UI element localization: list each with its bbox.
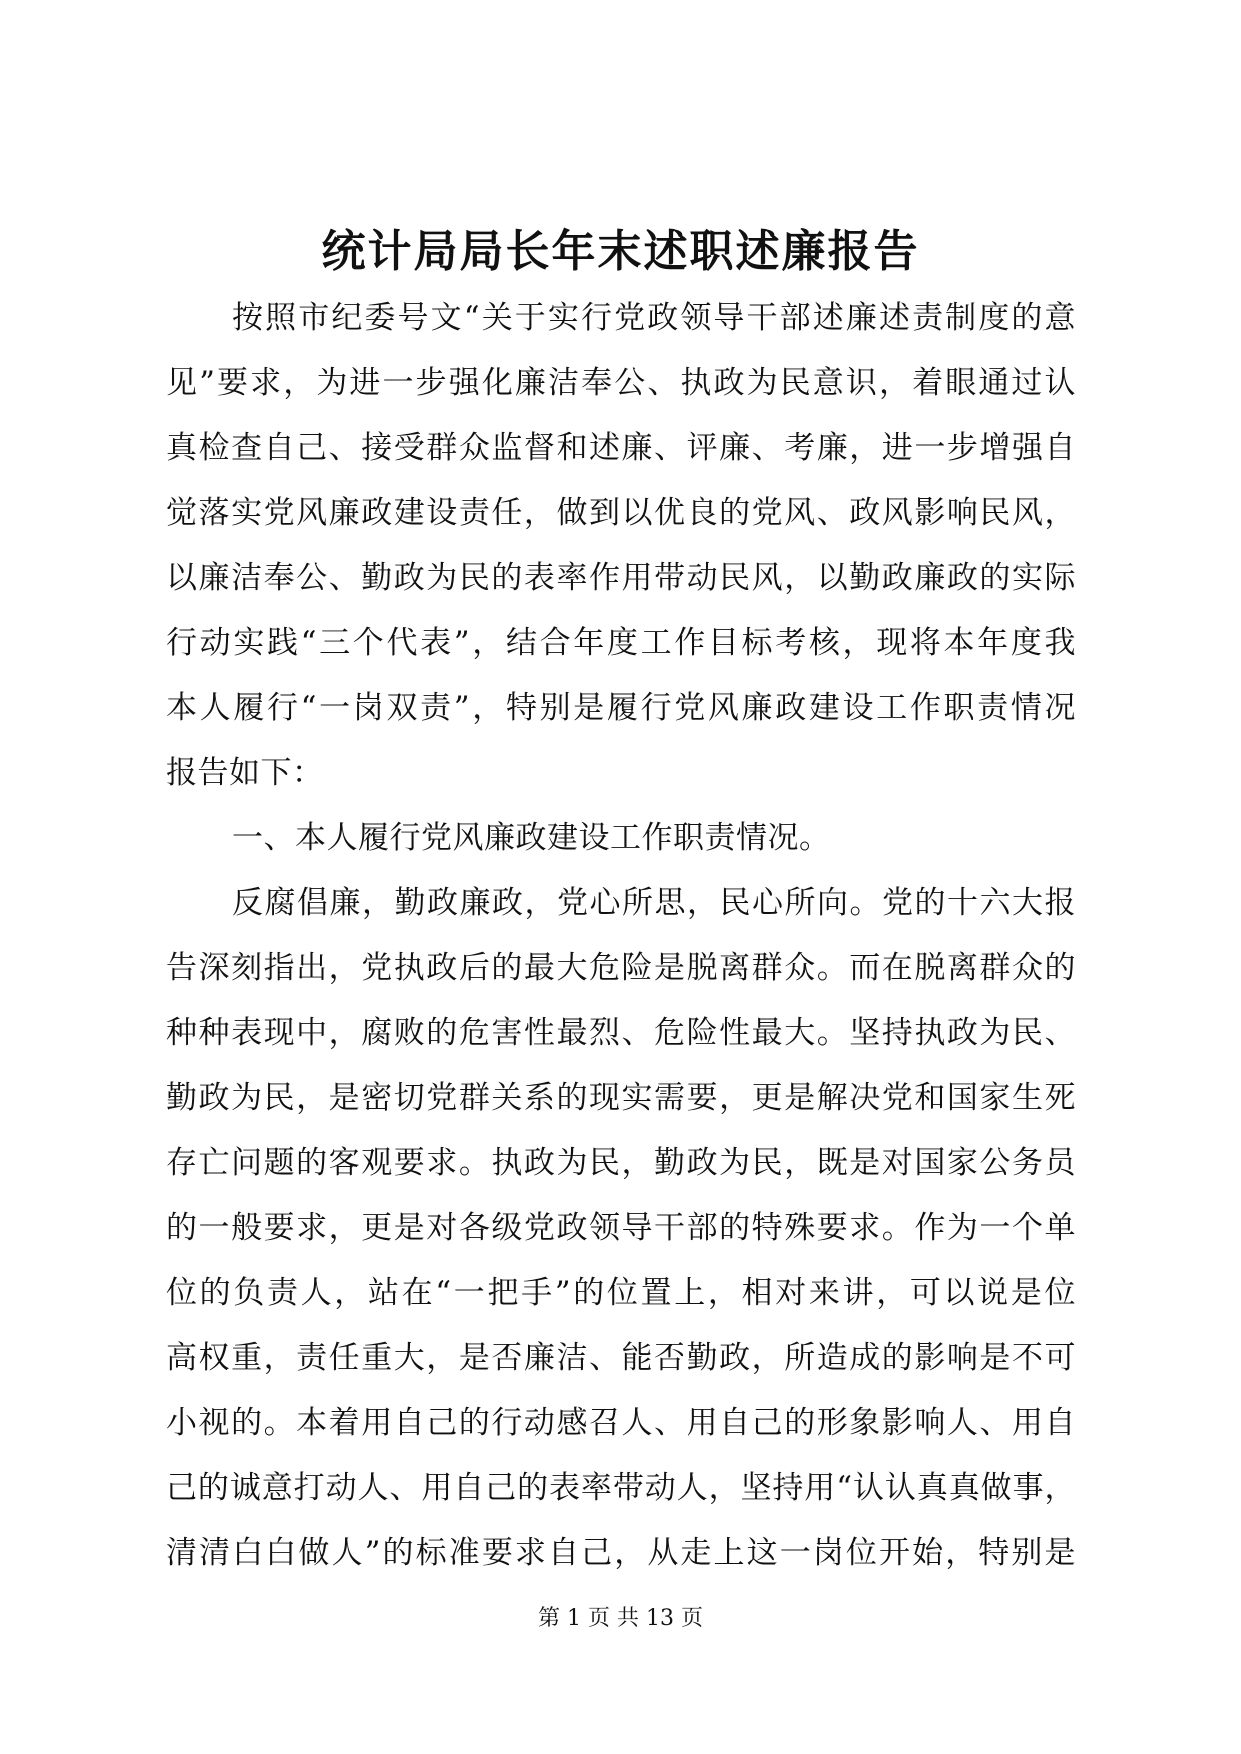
text-line: 行动实践“三个代表”，结合年度工作目标考核，现将本年度我 [166, 625, 1076, 661]
text-line: 一、本人履行党风廉政建设工作职责情况。 [232, 820, 831, 856]
text-line: 本人履行“一岗双责”，特别是履行党风廉政建设工作职责情况 [166, 690, 1076, 726]
text-line: 的一般要求，更是对各级党政领导干部的特殊要求。作为一个单 [166, 1210, 1076, 1246]
text-line: 清清白白做人”的标准要求自己，从走上这一岗位开始，特别是 [166, 1535, 1076, 1571]
text-line: 种种表现中，腐败的危害性最烈、危险性最大。坚持执政为民、 [166, 1015, 1076, 1051]
text-line: 告深刻指出，党执政后的最大危险是脱离群众。而在脱离群众的 [166, 950, 1076, 986]
text-line: 以廉洁奉公、勤政为民的表率作用带动民风，以勤政廉政的实际 [166, 560, 1076, 596]
page-number-footer: 第 1 页 共 13 页 [538, 1606, 703, 1631]
text-line: 见”要求，为进一步强化廉洁奉公、执政为民意识，着眼通过认 [166, 365, 1076, 401]
text-line: 小视的。本着用自己的行动感召人、用自己的形象影响人、用自 [166, 1405, 1076, 1441]
text-line: 觉落实党风廉政建设责任，做到以优良的党风、政风影响民风， [166, 495, 1076, 531]
text-line: 己的诚意打动人、用自己的表率带动人，坚持用“认认真真做事， [166, 1470, 1076, 1506]
text-line: 位的负责人，站在“一把手”的位置上，相对来讲，可以说是位 [166, 1275, 1076, 1311]
document-body [166, 286, 1076, 1586]
document-title: 统计局局长年末述职述廉报告 [321, 226, 920, 277]
text-line: 高权重，责任重大，是否廉洁、能否勤政，所造成的影响是不可 [166, 1340, 1076, 1376]
text-line: 真检查自己、接受群众监督和述廉、评廉、考廉，进一步增强自 [166, 430, 1076, 466]
text-line: 按照市纪委号文“关于实行党政领导干部述廉述责制度的意 [232, 300, 1076, 336]
text-line: 存亡问题的客观要求。执政为民，勤政为民，既是对国家公务员 [166, 1145, 1076, 1181]
text-line: 报告如下： [166, 755, 324, 791]
text-line: 勤政为民，是密切党群关系的现实需要，更是解决党和国家生死 [166, 1080, 1076, 1116]
text-line: 反腐倡廉，勤政廉政，党心所思，民心所向。党的十六大报 [232, 885, 1076, 921]
